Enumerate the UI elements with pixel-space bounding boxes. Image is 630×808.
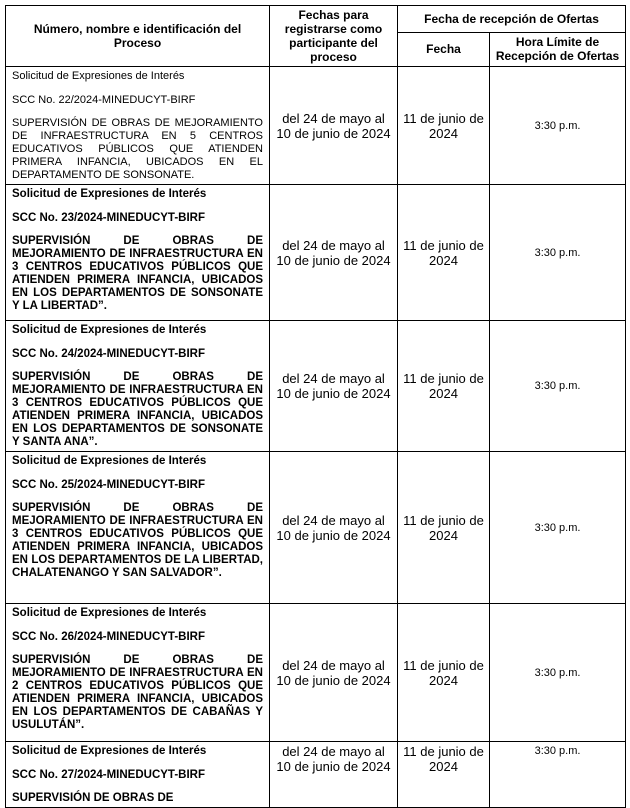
process-number: SCC No. 22/2024-MINEDUCYT-BIRF <box>12 94 196 106</box>
reception-time: 3:30 p.m. <box>490 67 626 185</box>
header-hora: Hora Límite de Recepción de Ofertas <box>490 32 626 66</box>
process-number: SCC No. 24/2024-MINEDUCYT-BIRF <box>12 348 205 360</box>
process-description: SUPERVISIÓN DE OBRAS DE MEJORAMIENTO DE INFRAESTRUCTURA EN 3 CENTROS EDUCATIVOS PÚBLICOS QUE ATIENDEN PRIMERA INFANCIA, UBICADOS EN LOS DEPARTAMENTOS DE SONSONATE Y LA LIBERTAD”. <box>12 235 263 312</box>
registration-dates: del 24 de mayo al 10 de junio de 2024 <box>270 67 398 185</box>
registration-dates: del 24 de mayo al 10 de junio de 2024 <box>270 452 398 604</box>
table-row <box>6 321 626 452</box>
header-fecha: Fecha <box>398 32 490 66</box>
process-number: SCC No. 27/2024-MINEDUCYT-BIRF <box>12 769 205 781</box>
process-description: SUPERVISIÓN DE OBRAS DE MEJORAMIENTO DE INFRAESTRUCTURA EN 3 CENTROS EDUCATIVOS PÚBLICOS QUE ATIENDEN PRIMERA INFANCIA, UBICADOS EN LOS DEPARTAMENTOS DE SONSONATE Y SANTA ANA”. <box>12 371 263 448</box>
table-row <box>6 604 626 742</box>
header-fechas-registro: Fechas para registrarse como participante del proceso <box>270 6 398 67</box>
process-cell <box>6 452 270 604</box>
reception-date: 11 de junio de 2024 <box>398 742 490 808</box>
header-proceso: Número, nombre e identificación del Proceso <box>6 6 270 67</box>
registration-dates: del 24 de mayo al 10 de junio de 2024 <box>270 321 398 452</box>
process-cell <box>6 604 270 742</box>
process-intro: Solicitud de Expresiones de Interés <box>12 324 207 336</box>
reception-time: 3:30 p.m. <box>490 321 626 452</box>
reception-time: 3:30 p.m. <box>490 185 626 321</box>
process-description: SUPERVISIÓN DE OBRAS DE <box>12 792 174 804</box>
process-number: SCC No. 26/2024-MINEDUCYT-BIRF <box>12 631 205 643</box>
process-intro: Solicitud de Expresiones de Interés <box>12 455 207 467</box>
reception-date: 11 de junio de 2024 <box>398 185 490 321</box>
reception-time: 3:30 p.m. <box>490 742 626 808</box>
header-recepcion-group: Fecha de recepción de Ofertas <box>398 6 626 33</box>
process-cell <box>6 67 270 185</box>
reception-time: 3:30 p.m. <box>490 452 626 604</box>
reception-time: 3:30 p.m. <box>490 604 626 742</box>
reception-date: 11 de junio de 2024 <box>398 321 490 452</box>
table-row <box>6 185 626 321</box>
registration-dates: del 24 de mayo al 10 de junio de 2024 <box>270 185 398 321</box>
process-description: SUPERVISIÓN DE OBRAS DE MEJORAMIENTO DE INFRAESTRUCTURA EN 5 CENTROS EDUCATIVOS PÚBLICOS QUE ATIENDEN PRIMERA INFANCIA, UBICADOS EN EL DEPARTAMENTO DE SONSONATE. <box>12 117 263 181</box>
process-description: SUPERVISIÓN DE OBRAS DE MEJORAMIENTO DE INFRAESTRUCTURA EN 3 CENTROS EDUCATIVOS PÚBLICOS QUE ATIENDEN PRIMERA INFANCIA, UBICADOS EN LOS DEPARTAMENTOS DE LA LIBERTAD, CHALATENANGO Y SAN SALVADOR”. <box>12 502 263 579</box>
process-intro: Solicitud de Expresiones de Interés <box>12 188 207 200</box>
reception-date: 11 de junio de 2024 <box>398 604 490 742</box>
process-description: SUPERVISIÓN DE OBRAS DE MEJORAMIENTO DE INFRAESTRUCTURA EN 2 CENTROS EDUCATIVOS PÚBLICOS QUE ATIENDEN PRIMERA INFANCIA, UBICADOS EN LOS DEPARTAMENTOS DE CABAÑAS Y USULUTÁN”. <box>12 654 263 731</box>
reception-date: 11 de junio de 2024 <box>398 452 490 604</box>
registration-dates: del 24 de mayo al 10 de junio de 2024 <box>270 604 398 742</box>
process-cell <box>6 185 270 321</box>
process-cell <box>6 742 270 808</box>
process-intro: Solicitud de Expresiones de Interés <box>12 745 207 757</box>
table-row <box>6 742 626 808</box>
process-number: SCC No. 23/2024-MINEDUCYT-BIRF <box>12 212 205 224</box>
procesos-table <box>5 5 626 808</box>
registration-dates: del 24 de mayo al 10 de junio de 2024 <box>270 742 398 808</box>
reception-date: 11 de junio de 2024 <box>398 67 490 185</box>
process-intro: Solicitud de Expresiones de Interés <box>12 607 207 619</box>
process-number: SCC No. 25/2024-MINEDUCYT-BIRF <box>12 479 205 491</box>
table-row <box>6 452 626 604</box>
table-row <box>6 67 626 185</box>
process-cell <box>6 321 270 452</box>
process-intro: Solicitud de Expresiones de Interés <box>12 70 185 82</box>
